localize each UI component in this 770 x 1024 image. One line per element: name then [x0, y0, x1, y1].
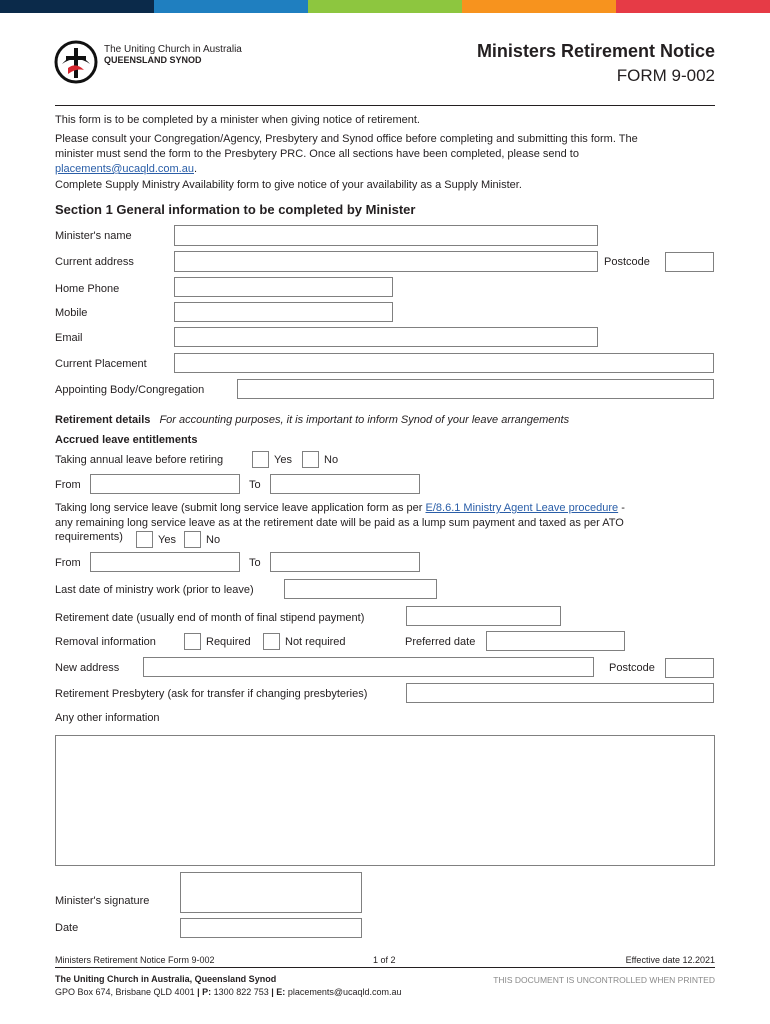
other-info-textarea[interactable]	[55, 735, 715, 866]
footer-email: placements@ucaqld.com.au	[287, 987, 402, 997]
ministers-name-field[interactable]	[174, 225, 598, 246]
last-date-field[interactable]	[284, 579, 437, 599]
form-number: FORM 9-002	[616, 66, 715, 85]
lsl-yes-label: Yes	[158, 534, 176, 546]
retirement-details-title: Retirement details	[55, 414, 151, 426]
presbytery-label: Retirement Presbytery (ask for transfer if changing presbyteries)	[55, 688, 368, 700]
signature-label: Minister's signature	[55, 895, 150, 907]
footer-form-name: Ministers Retirement Notice Form 9-002	[55, 955, 215, 965]
form-title: Ministers Retirement Notice	[476, 41, 715, 61]
retirement-date-field[interactable]	[406, 606, 561, 626]
intro-p1: This form is to be completed by a minister when giving notice of retirement.	[55, 114, 420, 126]
current-address-label: Current address	[55, 256, 134, 268]
last-date-label: Last date of ministry work (prior to leave)	[55, 584, 254, 596]
intro-period: .	[193, 163, 198, 175]
new-address-field[interactable]	[143, 657, 594, 677]
date-label: Date	[55, 922, 79, 934]
color-bar-green	[308, 0, 462, 13]
intro-p2b: minister must send the form to the Presbytery PRC. Once all sections have been completed, please send to	[55, 148, 579, 160]
annual-leave-yes-checkbox[interactable]	[252, 451, 269, 468]
annual-leave-no-label: No	[324, 454, 339, 466]
lsl-line3: requirements)	[55, 531, 123, 543]
lsl-text-a: Taking long service leave (submit long service leave application form as per	[55, 502, 426, 514]
lsl-to-field[interactable]	[270, 552, 420, 572]
footer-rule	[55, 967, 715, 968]
retirement-details-note: For accounting purposes, it is important to inform Synod of your leave arrangements	[159, 414, 570, 426]
lsl-line1	[55, 501, 625, 516]
annual-to-field[interactable]	[270, 474, 420, 494]
postcode-field[interactable]	[665, 252, 714, 272]
date-field[interactable]	[180, 918, 362, 938]
lsl-no-label: No	[206, 534, 221, 546]
annual-from-label: From	[55, 479, 81, 491]
intro-email-line	[55, 162, 197, 177]
intro-p3: Complete Supply Ministry Availability form to give notice of your availability as a Supply Minister.	[55, 179, 522, 191]
removal-required-label: Required	[206, 636, 251, 648]
lsl-to-label: To	[249, 557, 261, 569]
accrued-leave-heading: Accrued leave entitlements	[55, 434, 198, 446]
color-bar-red	[616, 0, 770, 13]
home-phone-label: Home Phone	[55, 283, 120, 295]
presbytery-field[interactable]	[406, 683, 714, 703]
mobile-field[interactable]	[174, 302, 393, 322]
leave-procedure-link[interactable]: E/8.6.1 Ministry Agent Leave procedure	[425, 502, 619, 514]
lsl-from-field[interactable]	[90, 552, 240, 572]
current-placement-field[interactable]	[174, 353, 714, 373]
header-rule	[55, 105, 715, 106]
footer-contact: GPO Box 674, Brisbane QLD 4001 | P: 1300 822 753 | E: placements@ucaqld.com.au	[55, 987, 402, 997]
footer-org: The Uniting Church in Australia, Queensland Synod	[55, 974, 277, 984]
new-postcode-label: Postcode	[609, 662, 655, 674]
preferred-date-field[interactable]	[486, 631, 625, 651]
preferred-date-label: Preferred date	[405, 636, 476, 648]
lsl-yes-checkbox[interactable]	[136, 531, 153, 548]
footer-address: GPO Box 674, Brisbane QLD 4001	[55, 987, 195, 997]
intro-p2a: Please consult your Congregation/Agency, Presbytery and Synod office before completing and submitting this form. The	[55, 133, 638, 145]
lsl-from-label: From	[55, 557, 81, 569]
color-bar-orange	[462, 0, 616, 13]
retirement-date-label: Retirement date (usually end of month of final stipend payment)	[55, 612, 365, 624]
logo-line2: QUEENSLAND SYNOD	[104, 55, 202, 65]
ministers-name-label: Minister's name	[55, 230, 132, 242]
current-address-field[interactable]	[174, 251, 598, 272]
footer-uncontrolled: THIS DOCUMENT IS UNCONTROLLED WHEN PRINTED	[493, 975, 715, 985]
removal-required-checkbox[interactable]	[184, 633, 201, 650]
logo-line1: The Uniting Church in Australia	[104, 44, 242, 55]
email-field[interactable]	[174, 327, 598, 347]
footer-effective-date: Effective date 12.2021	[625, 955, 715, 965]
removal-not-required-checkbox[interactable]	[263, 633, 280, 650]
annual-leave-label: Taking annual leave before retiring	[55, 454, 224, 466]
color-bar-navy	[0, 0, 154, 13]
section1-title: Section 1 General information to be completed by Minister	[55, 202, 416, 217]
annual-to-label: To	[249, 479, 261, 491]
current-placement-label: Current Placement	[55, 358, 147, 370]
lsl-line2: any remaining long service leave as at the retirement date will be paid as a lump sum payment and taxed as per ATO	[55, 517, 624, 529]
appointing-body-field[interactable]	[237, 379, 714, 399]
mobile-label: Mobile	[55, 307, 88, 319]
uniting-church-logo-icon	[54, 40, 98, 84]
postcode-label: Postcode	[604, 256, 650, 268]
appointing-body-label: Appointing Body/Congregation	[55, 384, 205, 396]
lsl-text-a-end: -	[618, 502, 625, 514]
new-postcode-field[interactable]	[665, 658, 714, 678]
removal-label: Removal information	[55, 636, 156, 648]
footer-page-number: 1 of 2	[373, 955, 396, 965]
annual-leave-no-checkbox[interactable]	[302, 451, 319, 468]
signature-field[interactable]	[180, 872, 362, 913]
color-bar-blue	[154, 0, 308, 13]
footer-phone-label: P:	[202, 987, 212, 997]
removal-not-required-label: Not required	[285, 636, 346, 648]
annual-from-field[interactable]	[90, 474, 240, 494]
retirement-details-heading	[55, 414, 569, 427]
other-info-label: Any other information	[55, 712, 160, 724]
new-address-label: New address	[55, 662, 120, 674]
home-phone-field[interactable]	[174, 277, 393, 297]
lsl-no-checkbox[interactable]	[184, 531, 201, 548]
footer-phone: 1300 822 753	[213, 987, 269, 997]
annual-leave-yes-label: Yes	[274, 454, 292, 466]
footer-email-label: E:	[276, 987, 286, 997]
email-label: Email	[55, 332, 83, 344]
placements-email-link[interactable]: placements@ucaqld.com.au	[55, 163, 194, 175]
